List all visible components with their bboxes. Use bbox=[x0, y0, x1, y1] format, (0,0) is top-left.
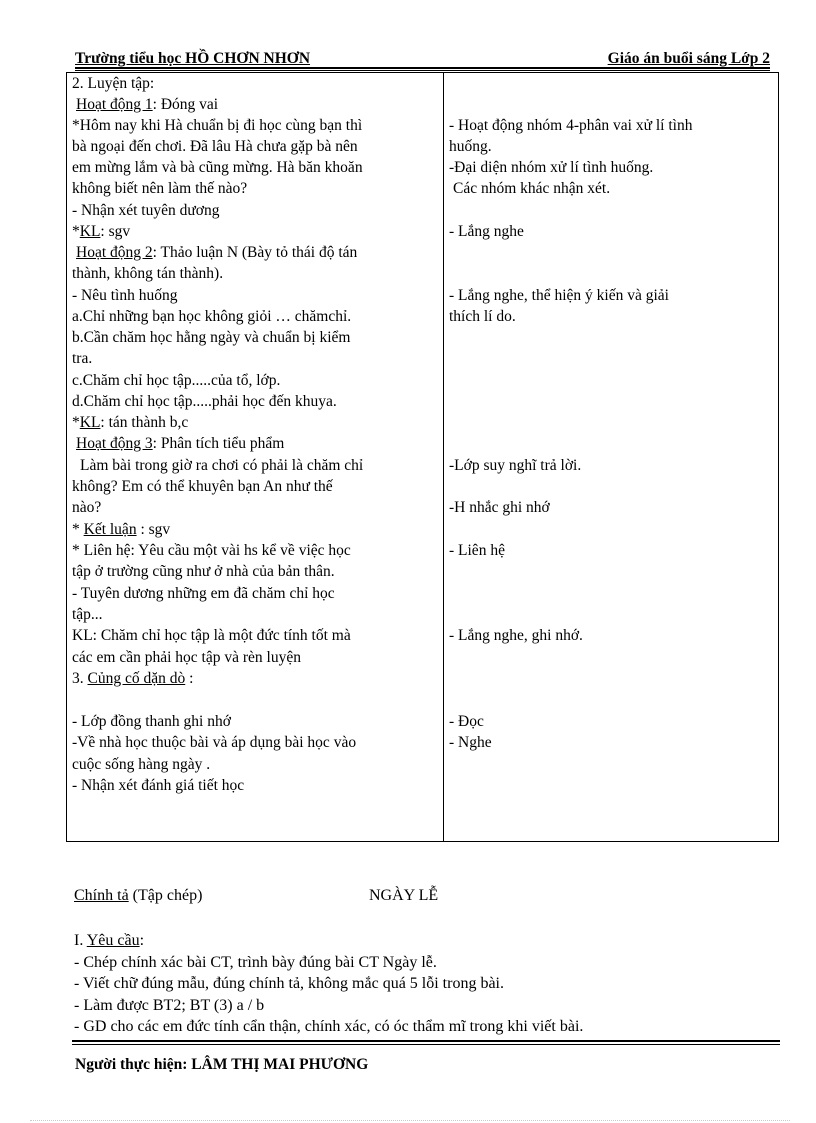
text-line: tập... bbox=[72, 606, 103, 623]
text-line: - Nhận xét tuyên dương bbox=[72, 202, 220, 219]
text-line: - Nhận xét đánh giá tiết học bbox=[72, 777, 245, 794]
lesson-title: NGÀY LỄ bbox=[369, 887, 439, 904]
page-header bbox=[75, 50, 770, 68]
text-line: thích lí do. bbox=[449, 308, 516, 325]
text-line: c.Chăm chỉ học tập.....của tổ, lớp. bbox=[72, 372, 281, 389]
text-line: - Lắng nghe, ghi nhớ. bbox=[449, 627, 583, 644]
subject-heading: Chính tả (Tập chép) bbox=[74, 887, 203, 904]
requirement-item: - Viết chữ đúng mẫu, đúng chính tả, không mắc quá 5 lỗi trong bài. bbox=[74, 975, 504, 992]
activity-3-heading: Hoạt động 3: Phân tích tiểu phẩm bbox=[76, 435, 285, 452]
section-heading: 3. Củng cố dặn dò : bbox=[72, 670, 194, 687]
table-column-divider bbox=[443, 72, 444, 842]
text-line: nào? bbox=[72, 499, 102, 516]
text-line: - Lắng nghe bbox=[449, 223, 524, 240]
text-line: bà ngoại đến chơi. Đã lâu Hà chưa gặp bà nên bbox=[72, 138, 358, 155]
activity-1-heading: Hoạt động 1: Đóng vai bbox=[76, 96, 219, 113]
text-line: -H nhắc ghi nhớ bbox=[449, 499, 550, 516]
text-line: -Lớp suy nghĩ trả lời. bbox=[449, 457, 582, 474]
activity-2-heading: Hoạt động 2: Thảo luận N (Bày tỏ thái độ tán bbox=[76, 244, 358, 261]
text-line: - Đọc bbox=[449, 713, 484, 730]
text-line: không biết nên làm thế nào? bbox=[72, 180, 248, 197]
text-line: tập ở trường cũng như ở nhà của bản thân. bbox=[72, 563, 335, 580]
requirement-item: - GD cho các em đức tính cẩn thận, chính xác, có óc thẩm mĩ trong khi viết bài. bbox=[74, 1018, 584, 1035]
section-heading: 2. Luyện tập: bbox=[72, 75, 155, 92]
text-line: Làm bài trong giờ ra chơi có phải là chăm chỉ bbox=[80, 457, 364, 474]
requirement-item: - Làm được BT2; BT (3) a / b bbox=[74, 997, 265, 1014]
header-rule bbox=[75, 67, 770, 69]
text-line: Các nhóm khác nhận xét. bbox=[453, 180, 611, 197]
text-line: tra. bbox=[72, 350, 93, 367]
text-line: - Nghe bbox=[449, 734, 492, 751]
page-edge-dotted-line bbox=[30, 1120, 790, 1121]
text-line: d.Chăm chỉ học tập.....phải học đến khuya. bbox=[72, 393, 337, 410]
requirement-item: - Chép chính xác bài CT, trình bày đúng bài CT Ngày lễ. bbox=[74, 954, 437, 971]
text-line: * Liên hệ: Yêu cầu một vài hs kể về việc học bbox=[72, 542, 351, 559]
text-line: -Về nhà học thuộc bài và áp dụng bài học vào bbox=[72, 734, 357, 751]
header-rule-thin bbox=[75, 70, 770, 71]
text-line: cuộc sống hàng ngày . bbox=[72, 756, 211, 773]
requirements-heading: I. Yêu cầu: bbox=[74, 932, 145, 949]
text-line: không? Em có thể khuyên bạn An như thế bbox=[72, 478, 333, 495]
text-line: - Tuyên dương những em đã chăm chỉ học bbox=[72, 585, 335, 602]
text-line: em mừng lắm và bà cũng mừng. Hà băn khoăn bbox=[72, 159, 363, 176]
author-line: Người thực hiện: LÂM THỊ MAI PHƯƠNG bbox=[75, 1056, 369, 1073]
text-line: a.Chỉ những bạn học không giỏi … chămchỉ. bbox=[72, 308, 352, 325]
text-line: - Lớp đồng thanh ghi nhớ bbox=[72, 713, 231, 730]
text-line: - Lắng nghe, thể hiện ý kiến và giải bbox=[449, 287, 669, 304]
text-line: huống. bbox=[449, 138, 492, 155]
conclusion-line: *KL: tán thành b,c bbox=[72, 414, 189, 431]
conclusion-line: *KL: sgv bbox=[72, 223, 131, 240]
text-line: các em cần phải học tập và rèn luyện bbox=[72, 649, 301, 666]
text-line: - Liên hệ bbox=[449, 542, 505, 559]
text-line: b.Cần chăm học hằng ngày và chuẩn bị kiểm bbox=[72, 329, 351, 346]
text-line: KL: Chăm chỉ học tập là một đức tính tốt mà bbox=[72, 627, 351, 644]
footer-rule-thin bbox=[72, 1044, 780, 1045]
text-line: *Hôm nay khi Hà chuẩn bị đi học cùng bạn thì bbox=[72, 117, 363, 134]
conclusion-line: * Kết luận : sgv bbox=[72, 521, 171, 538]
text-line: -Đại diện nhóm xử lí tình huống. bbox=[449, 159, 654, 176]
footer-rule bbox=[72, 1040, 780, 1042]
lesson-plan-title: Giáo án buổi sáng Lớp 2 bbox=[607, 50, 770, 67]
school-name: Trường tiểu học HỒ CHƠN NHƠN bbox=[75, 50, 311, 67]
text-line: - Hoạt động nhóm 4-phân vai xử lí tình bbox=[449, 117, 693, 134]
text-line: thành, không tán thành). bbox=[72, 265, 224, 282]
text-line: - Nêu tình huống bbox=[72, 287, 178, 304]
